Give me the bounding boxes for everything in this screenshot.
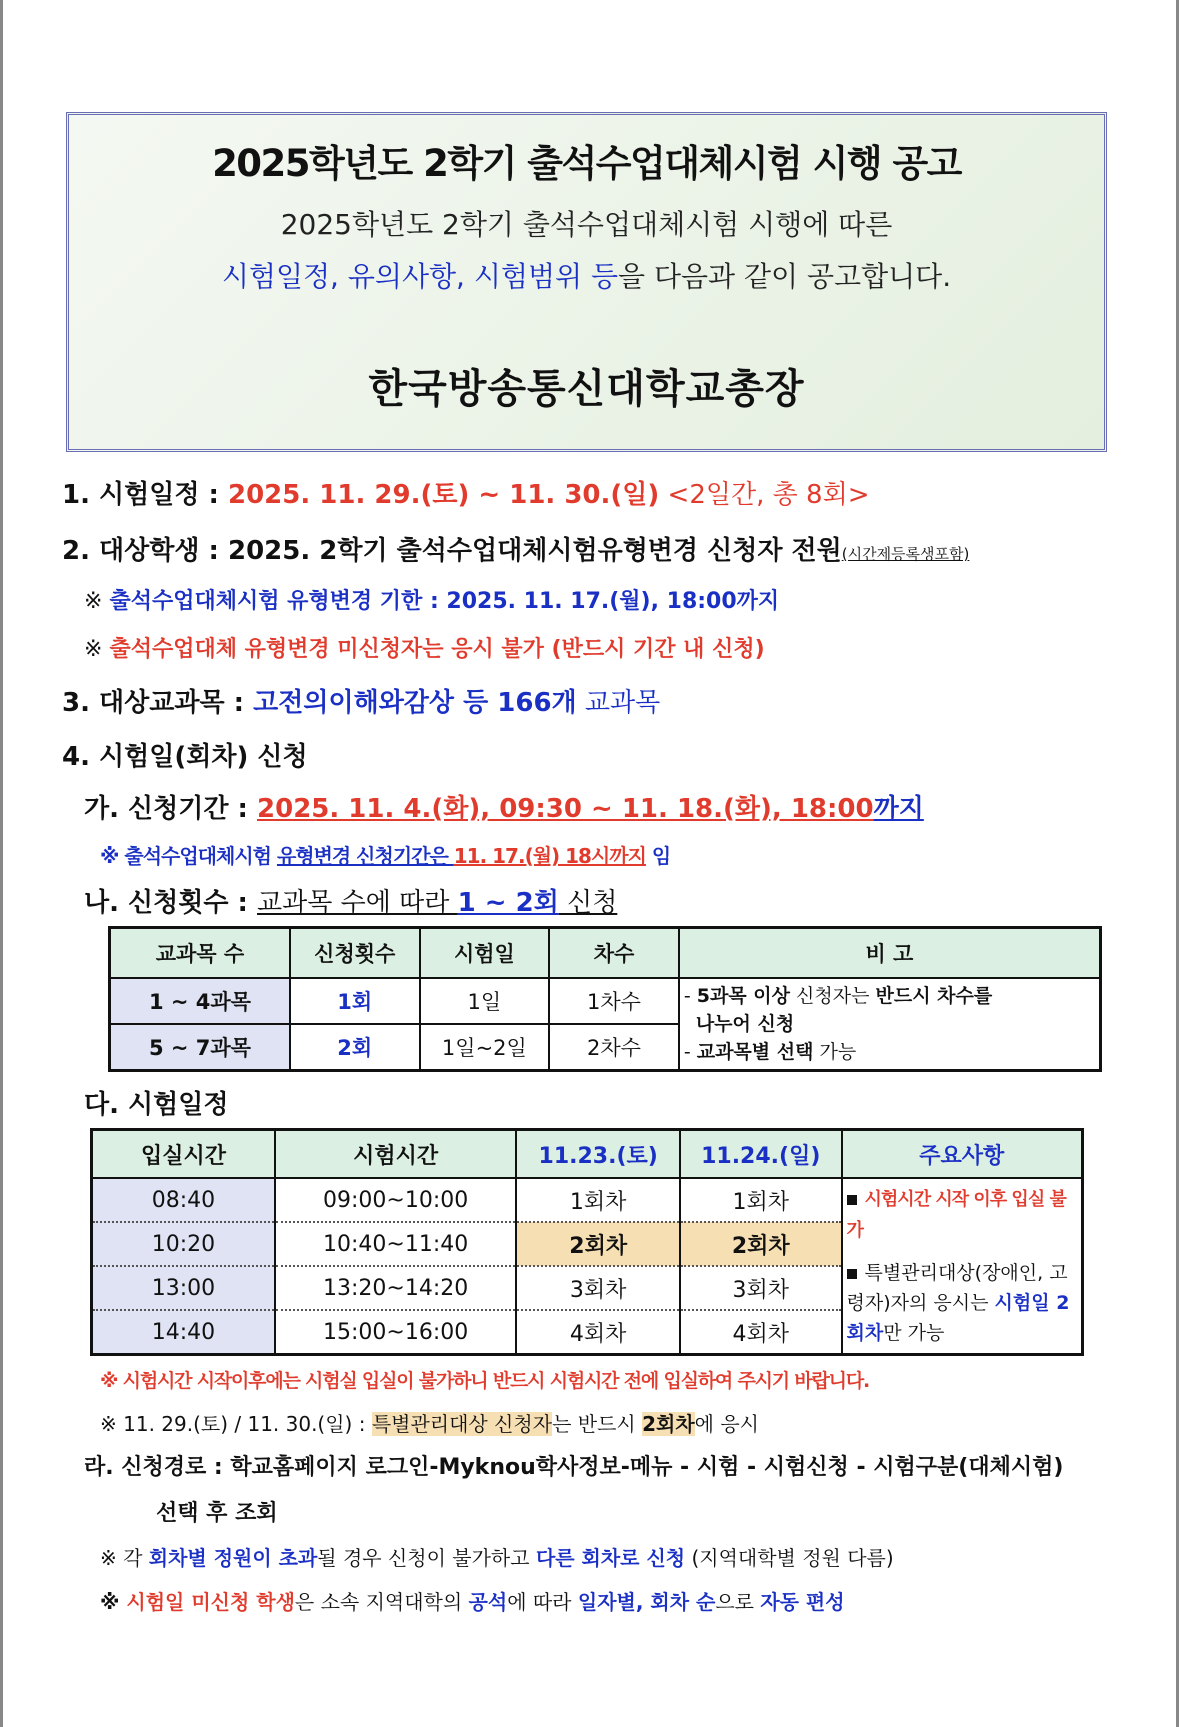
cell-key-notes: [842, 1178, 1083, 1355]
item4b-post: 신청: [558, 888, 618, 918]
cell-day1: 1회차: [516, 1178, 680, 1222]
item3-label: 3. 대상교과목 :: [62, 688, 254, 718]
note4c2-post: 에 응시: [694, 1412, 759, 1436]
note4c2-pre: ※ 11. 29.(토) / 11. 30.(일) :: [100, 1412, 372, 1436]
section-exam-schedule: [62, 474, 869, 511]
note4d2-m2: 에 따라: [507, 1590, 578, 1614]
col-day1: 11.23.(토): [516, 1130, 680, 1179]
col-subject-count: 교과목 수: [110, 928, 290, 979]
item3-highlight: 고전의이해와감상 등 166개: [253, 688, 577, 718]
remark-bold3: 교과목별 선택: [696, 1041, 814, 1063]
cell-rounds: 2차수: [549, 1024, 679, 1071]
cell-entry: 08:40: [92, 1178, 275, 1222]
cell-entry: 10:20: [92, 1222, 275, 1266]
col-rounds: 차수: [549, 928, 679, 979]
memo-item2: [847, 1258, 1077, 1348]
note-mark: ※: [100, 844, 125, 868]
table-row: [110, 978, 1101, 1024]
intro-rest: 을 다음과 같이 공고합니다.: [618, 260, 952, 293]
note4d2-m3: 으로: [715, 1590, 761, 1614]
note4c2-hl1: 특별관리대상 신청자: [371, 1412, 553, 1436]
item1-label: 1. 시험일정 :: [62, 480, 228, 510]
cell-count: 2회: [290, 1024, 420, 1071]
cell-time: 10:40~11:40: [275, 1222, 517, 1266]
application-count-table: [108, 926, 1102, 1072]
remark-bold2: 반드시 차수를: [875, 985, 993, 1007]
notice-header-box: [66, 112, 1107, 452]
square-bullet-icon: [847, 1195, 857, 1205]
note4a-date: 11. 17.(월) 18시까지: [453, 844, 646, 868]
note4d2-b3: 자동 편성: [760, 1590, 845, 1614]
note2a-text: 출석수업대체시험 유형변경 기한 : 2025. 11. 17.(월), 18:00까지: [109, 589, 780, 614]
item4b-count: 1 ~ 2회: [457, 888, 559, 918]
note4d2-r1: 시험일 미신청 학생: [126, 1590, 295, 1614]
cell-time: 09:00~10:00: [275, 1178, 517, 1222]
cell-day2: 1회차: [680, 1178, 842, 1222]
notice-signature: 한국방송통신대학교총장: [368, 366, 805, 412]
note-no-application-warning: [84, 632, 765, 663]
section-target-students: [62, 530, 969, 567]
note-no-late-entry: ※ 시험시간 시작이후에는 시험실 입실이 불가하니 반드시 시험시간 전에 입실하여 주시기 바랍니다.: [100, 1370, 870, 1392]
item4a-until: 까지: [873, 794, 924, 824]
memo-item1: [847, 1184, 1077, 1246]
note4c2-mid: 는 반드시: [552, 1412, 643, 1436]
col-remarks: 비 고: [679, 928, 1101, 979]
remark-text3: 가능: [813, 1041, 857, 1063]
note-type-change-deadline: [84, 584, 779, 615]
memo1-text: 시험시간 시작 이후 입실 불가: [846, 1189, 1066, 1241]
item1-dates: 2025. 11. 29.(토) ~ 11. 30.(일): [228, 480, 660, 510]
item3-rest: 교과목: [576, 688, 661, 718]
application-path: 라. 신청경로 : 학교홈페이지 로그인-Myknou학사정보-메뉴 - 시험 - 시험신청 - 시험구분(대체시험): [84, 1455, 1064, 1480]
col-exam-days: 시험일: [420, 928, 550, 979]
application-period: [84, 788, 924, 825]
table-row: [92, 1178, 1083, 1222]
table-header-row: [92, 1130, 1083, 1179]
note4a-pre: 출석수업대체시험: [124, 844, 277, 868]
memo2b-text: 시험일 2회차: [846, 1292, 1070, 1344]
table-header-row: [110, 928, 1101, 979]
cell-day2: 2회차: [680, 1222, 842, 1266]
item1-extra: <2일간, 총 8회>: [659, 480, 870, 510]
item4b-label: 나. 신청횟수 :: [84, 888, 258, 918]
cell-time: 13:20~14:20: [275, 1266, 517, 1310]
cell-day1: 2회차: [516, 1222, 680, 1266]
intro-highlight: 시험일정, 유의사항, 시험범위 등: [221, 260, 618, 293]
remark-bold1: 5과목 이상: [696, 985, 790, 1007]
note4d2-m1: 은 소속 지역대학의: [294, 1590, 469, 1614]
note-capacity: [100, 1542, 894, 1571]
note4d2-b2: 일자별, 회차 순: [577, 1590, 716, 1614]
note4c2-hl2: 2회차: [642, 1412, 695, 1436]
cell-entry: 14:40: [92, 1310, 275, 1355]
cell-day2: 3회차: [680, 1266, 842, 1310]
remark-text1: 신청자는: [789, 985, 876, 1007]
note-special-care: [100, 1408, 759, 1437]
note-mark: ※: [84, 589, 110, 614]
note4d1-mid: 될 경우 신청이 불가하고: [317, 1546, 536, 1570]
note4d1-b2: 다른 회차로 신청: [535, 1546, 686, 1570]
item4a-dates: 2025. 11. 4.(화), 09:30 ~ 11. 18.(화), 18:00: [257, 794, 874, 824]
cell-day1: 4회차: [516, 1310, 680, 1355]
note4d2-pre: ※: [100, 1590, 127, 1614]
note4d1-pre: ※ 각: [100, 1546, 149, 1570]
note-mark: ※: [84, 637, 110, 662]
memo2c-text: 만 가능: [883, 1322, 945, 1344]
memo2a-text: 특별관리대상(장애인, 고령자)자의 응시는: [846, 1262, 1068, 1314]
remark-line2: 나누어 신청: [695, 1013, 795, 1035]
notice-intro-line2: [69, 255, 1104, 295]
cell-time: 15:00~16:00: [275, 1310, 517, 1355]
cell-days: 1일~2일: [420, 1024, 550, 1071]
item4b-pre: 교과목 수에 따라: [257, 888, 458, 918]
col-day2: 11.24.(일): [680, 1130, 842, 1179]
item2-label: 2. 대상학생 : 2025. 2학기 출석수업대체시험유형변경 신청자 전원: [62, 536, 842, 566]
col-application-count: 신청횟수: [290, 928, 420, 979]
section-exam-day-application: 4. 시험일(회차) 신청: [62, 742, 308, 772]
note2b-text: 출석수업대체 유형변경 미신청자는 응시 불가 (반드시 기간 내 신청): [109, 637, 765, 662]
application-path-cont: 선택 후 조회: [156, 1501, 278, 1526]
note-type-change-period: [100, 840, 670, 869]
application-count: [84, 882, 617, 919]
cell-entry: 13:00: [92, 1266, 275, 1310]
cell-subjects: 5 ~ 7과목: [110, 1024, 290, 1071]
note4d1-b1: 회차별 정원이 초과: [148, 1546, 318, 1570]
note-auto-assignment: [100, 1586, 845, 1615]
square-bullet-icon: [847, 1269, 857, 1279]
notice-intro-line1: 2025학년도 2학기 출석수업대체시험 시행에 따른: [280, 208, 893, 241]
cell-day2: 4회차: [680, 1310, 842, 1355]
section-exam-timetable: 다. 시험일정: [84, 1090, 229, 1120]
page-edge-left: [0, 0, 3, 1727]
cell-day1: 3회차: [516, 1266, 680, 1310]
note4d2-b1: 공석: [468, 1590, 508, 1614]
exam-timetable: [90, 1128, 1084, 1356]
col-notes: 주요사항: [842, 1130, 1083, 1179]
remark-dash: -: [683, 985, 697, 1007]
remark-line3: [684, 1038, 1099, 1066]
cell-remarks: [679, 978, 1101, 1071]
remark-line1: [684, 982, 1099, 1010]
cell-subjects: 1 ~ 4과목: [110, 978, 290, 1024]
col-exam-time: 시험시간: [275, 1130, 517, 1179]
cell-rounds: 1차수: [549, 978, 679, 1024]
cell-days: 1일: [420, 978, 550, 1024]
item4a-label: 가. 신청기간 :: [84, 794, 258, 824]
section-target-subjects: [62, 682, 660, 719]
note4a-mid: 유형변경 신청기간은: [276, 844, 454, 868]
item2-small-note: (시간제등록생포함): [841, 545, 970, 563]
notice-title: 2025학년도 2학기 출석수업대체시험 시행 공고: [212, 142, 961, 185]
col-entry-time: 입실시간: [92, 1130, 275, 1179]
remark-dash: -: [683, 1041, 697, 1063]
cell-count: 1회: [290, 978, 420, 1024]
note4d1-post: (지역대학별 정원 다름): [685, 1546, 894, 1570]
note4a-post: 임: [645, 844, 671, 868]
